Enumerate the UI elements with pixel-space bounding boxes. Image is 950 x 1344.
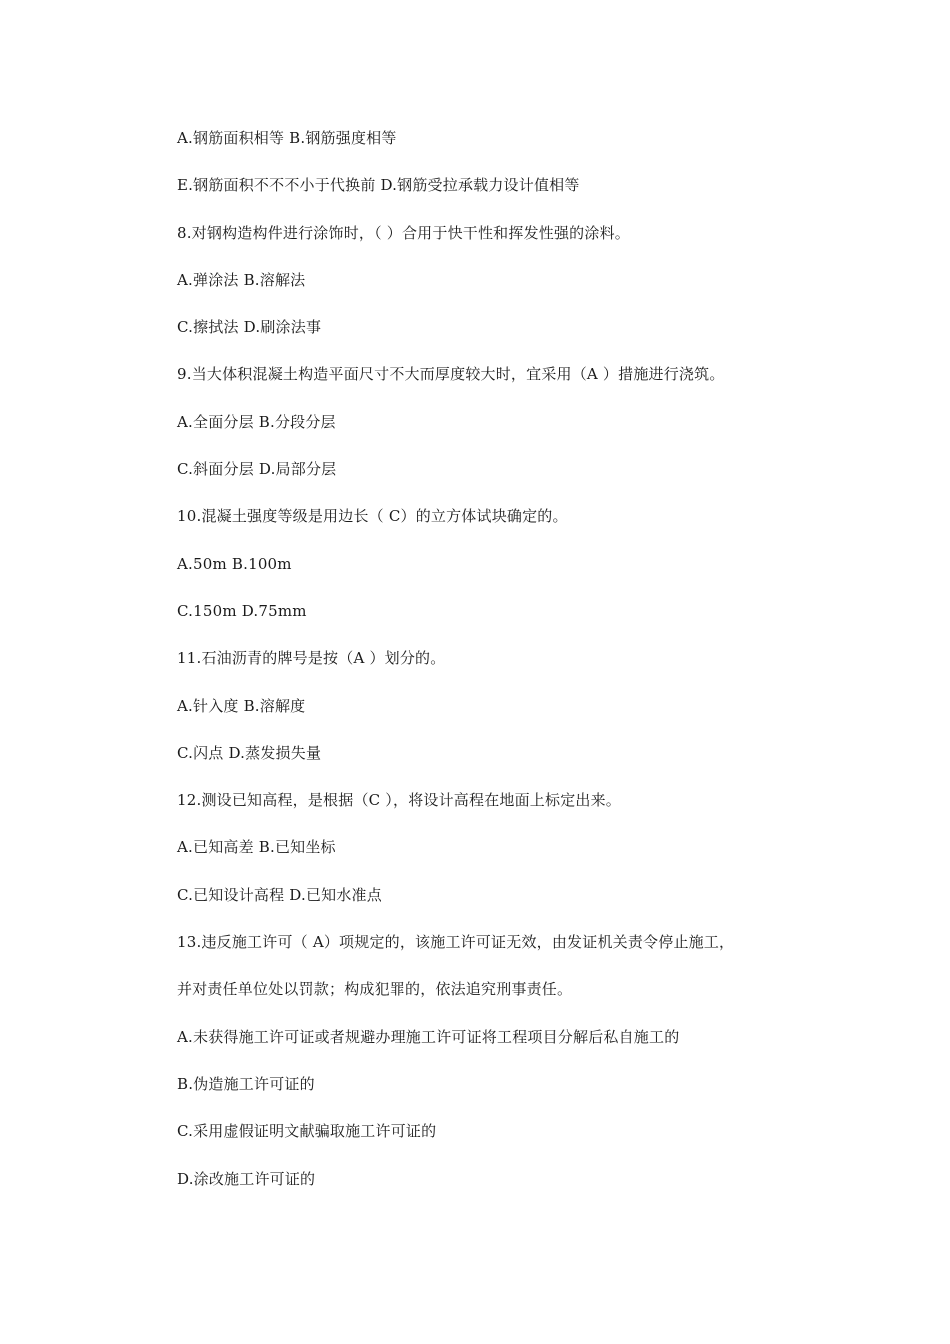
answer-options-line: A.针入度 B.溶解度 (177, 696, 306, 715)
answer-option-a: A.未获得施工许可证或者规避办理施工许可证将工程项目分解后私自施工的 (177, 1027, 680, 1046)
question-9: 9.当大体积混凝土构造平面尺寸不大而厚度较大时，宜采用（A ）措施进行浇筑。 (177, 365, 725, 384)
answer-options-line: C.已知设计高程 D.已知水准点 (177, 885, 382, 904)
question-11: 11.石油沥青的牌号是按（A ）划分的。 (177, 649, 446, 668)
question-13-continued: 并对责任单位处以罚款；构成犯罪的，依法追究刑事责任。 (177, 980, 573, 999)
question-13: 13.违反施工许可（ A）项规定的，该施工许可证无效，由发证机关责令停止施工， (177, 933, 735, 952)
question-12: 12.测设已知高程，是根据（C ），将设计高程在地面上标定出来。 (177, 791, 622, 810)
question-8: 8.对钢构造构件进行涂饰时，（ ）合用于快干性和挥发性强的涂料。 (177, 223, 630, 242)
answer-options-line: C.擦拭法 D.刷涂法事 (177, 318, 322, 337)
answer-options-line: A.50m B.100m (177, 554, 292, 573)
question-10: 10.混凝土强度等级是用边长（ C）的立方体试块确定的。 (177, 507, 568, 526)
answer-option-c: C.采用虚假证明文献骗取施工许可证的 (177, 1122, 437, 1141)
answer-options-line: C.闪点 D.蒸发损失量 (177, 743, 322, 762)
answer-options-line: C.150m D.75mm (177, 601, 307, 620)
answer-option-d: D.涂改施工许可证的 (177, 1169, 316, 1188)
answer-option-b: B.伪造施工许可证的 (177, 1074, 315, 1093)
answer-options-line: A.弹涂法 B.溶解法 (177, 270, 306, 289)
answer-options-line: C.斜面分层 D.局部分层 (177, 460, 337, 479)
answer-options-line: A.已知高差 B.已知坐标 (177, 838, 336, 857)
answer-options-line: A.钢筋面积相等 B.钢筋强度相等 (177, 129, 397, 147)
answer-options-line: E.钢筋面积不不不小于代换前 D.钢筋受拉承载力设计值相等 (177, 176, 580, 195)
document-body (177, 124, 817, 1212)
answer-options-line: A.全面分层 B.分段分层 (177, 412, 336, 431)
